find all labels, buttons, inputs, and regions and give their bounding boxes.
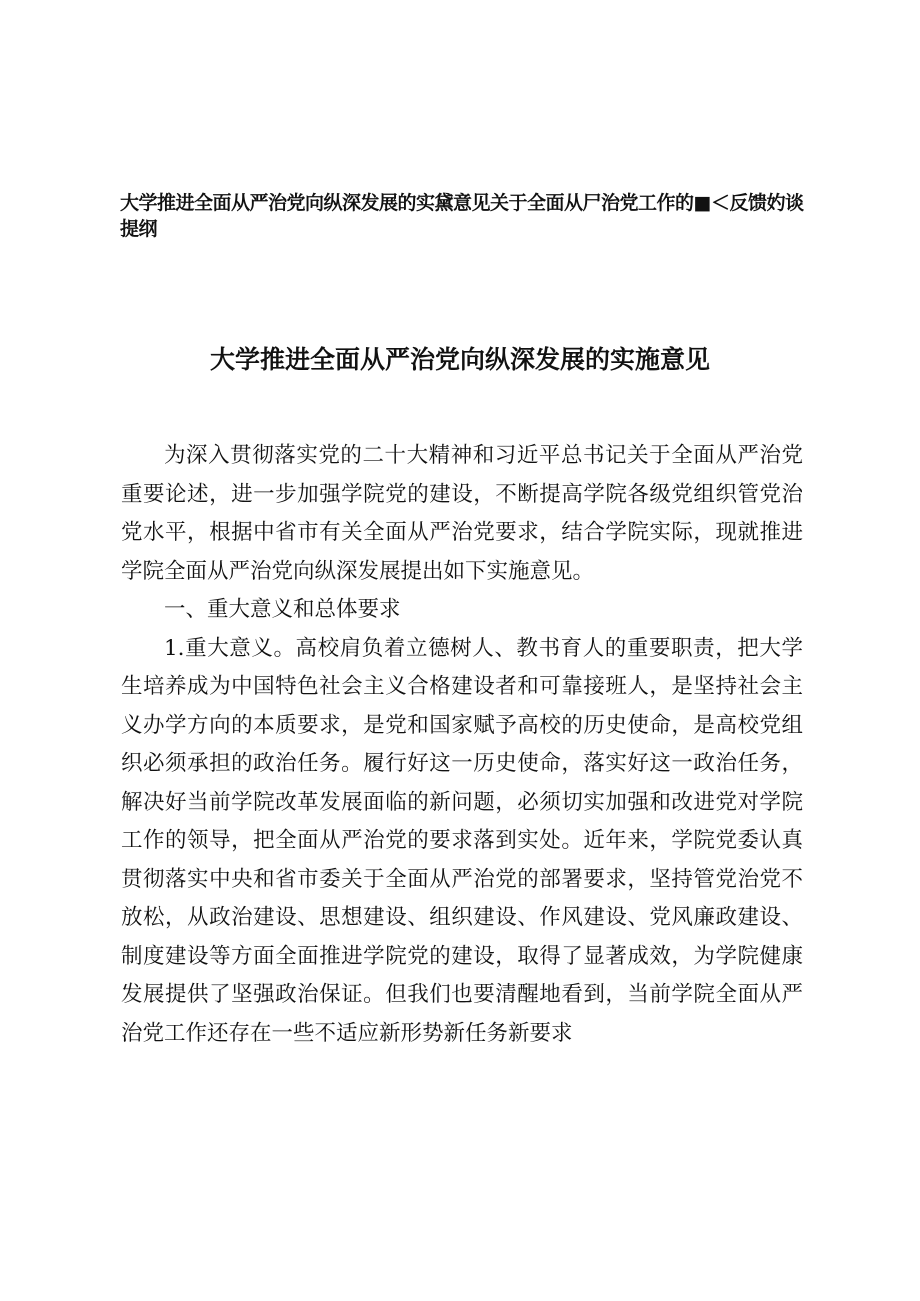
intro-paragraph: 为深入贯彻落实党的二十大精神和习近平总书记关于全面从严治党重要论述，进一步加强学院党的建设，不断提高学院各级党组织管党治党水平，根据中省市有关全面从严治党要求，结合学院实际，现就推进学院全面从严治党向纵深发展提出如下实施意见。 <box>121 443 803 584</box>
main-title: 大学推进全面从严治党向纵深发展的实施意见 <box>209 345 710 374</box>
body-paragraph: 1.重大意义。高校肩负着立德树人、教书育人的重要职责，把大学生培养成为中国特色社会主义合格建设者和可靠接班人，是坚持社会主义办学方向的本质要求，是党和国家赋予高校的历史使命，是高校党组织必须承担的政治任务。履行好这一历史使命，落实好这一政治任务，解决好当前学院改革发展面临的新问题，必须切实加强和改进党对学院工作的领导，把全面从严治党的要求落到实处。近年来，学院党委认真贯彻落实中央和省市委关于全面从严治党的部署要求，坚持管党治党不放松，从政治建设、思想建设、组织建设、作风建设、党风廉政建设、制度建设等方面全面推进学院党的建设，取得了显著成效，为学院健康发展提供了坚强政治保证。但我们也要清醒地看到，当前学院全面从严治党工作还存在一些不适应新形势新任务新要求 <box>121 635 803 1046</box>
section-heading: 一、重大意义和总体要求 <box>164 597 401 622</box>
document-header-title: 大学推进全面从严治党向纵深发展的实黛意见关于全面从尸治党工作的■＜反馈妁谈提纲 <box>120 192 804 240</box>
document-body <box>121 437 803 1053</box>
